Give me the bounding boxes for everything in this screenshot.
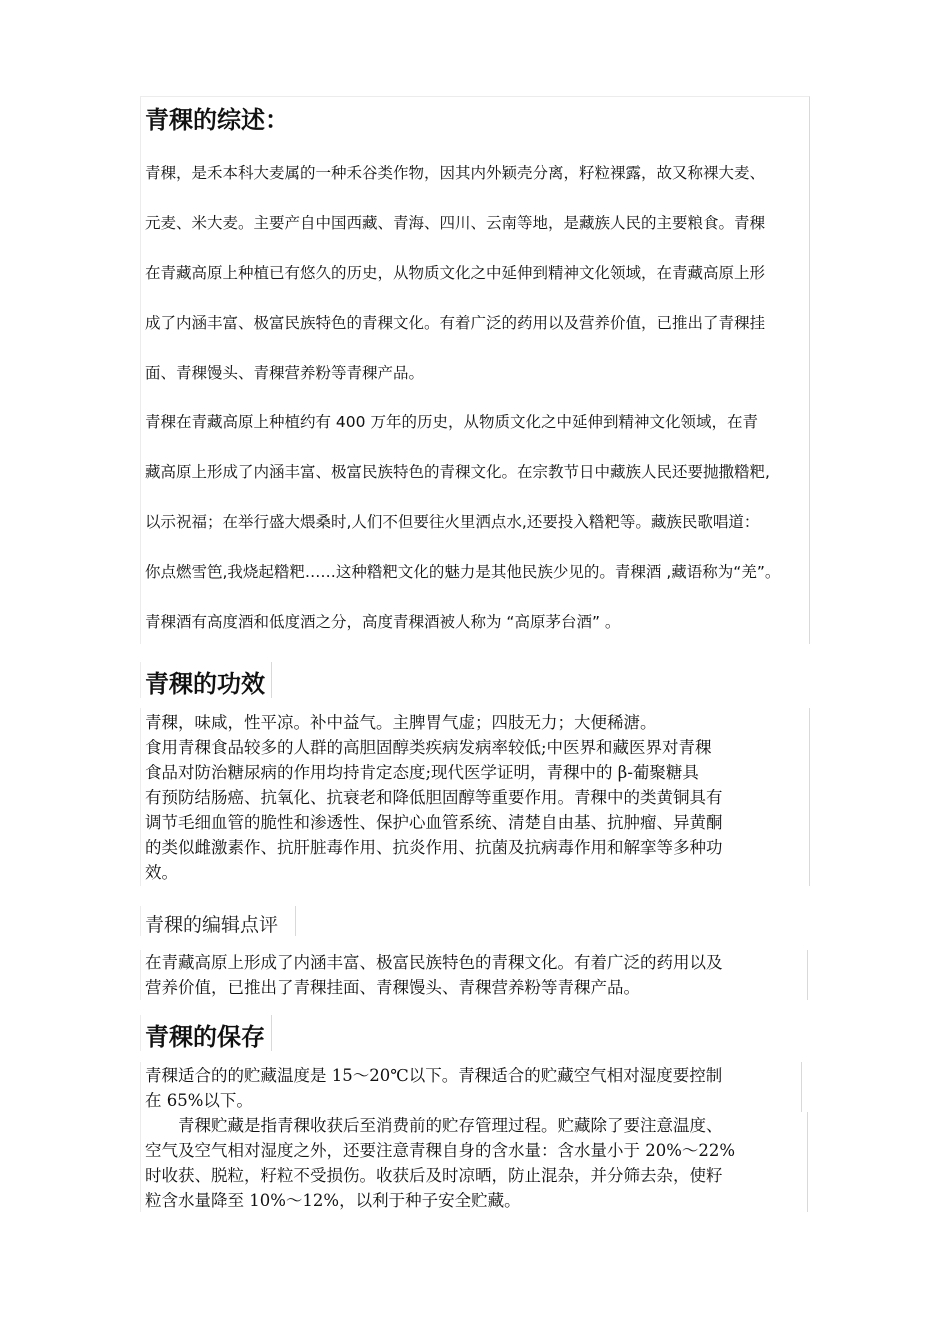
overview-line: 青稞在青藏高原上种植约有 400 万年的历史，从物质文化之中延伸到精神文化领域，在青 [145,413,758,431]
storage-line: 青稞适合的的贮藏温度是 15～20℃以下。青稞适合的贮藏空气相对湿度要控制 [145,1066,723,1085]
overview-line: 在青藏高原上种植已有悠久的历史，从物质文化之中延伸到精神文化领域，在青藏高原上形 [145,264,766,282]
storage-line: 在 65%以下。 [145,1091,253,1110]
storage-line: 粒含水量降至 10%～12%，以利于种子安全贮藏。 [145,1191,521,1210]
overview-line: 元麦、米大麦。主要产自中国西藏、青海、四川、云南等地，是藏族人民的主要粮食。青稞 [145,214,766,232]
efficacy-line: 有预防结肠癌、抗氧化、抗衰老和降低胆固醇等重要作用。青稞中的类黄铜具有 [145,788,723,807]
efficacy-line: 效。 [145,863,178,882]
review-body [145,950,813,1000]
efficacy-line: 的类似雌激素作、抗肝脏毒作用、抗炎作用、抗菌及抗病毒作用和解挛等多种功 [145,838,723,857]
efficacy-line: 食用青稞食品较多的人群的高胆固醇类疾病发病率较低;中医界和藏医界对青稞 [145,738,712,757]
storage-line: 时收获、脱粒，籽粒不受损伤。收获后及时凉晒，防止混杂，并分筛去杂，使籽 [145,1166,723,1185]
review-line: 在青藏高原上形成了内涵丰富、极富民族特色的青稞文化。有着广泛的药用以及 [145,953,723,972]
storage-title: 青稞的保存 [145,1023,265,1051]
overview-line: 青稞，是禾本科大麦属的一种禾谷类作物，因其内外颖壳分离，籽粒裸露，故又称裸大麦、 [145,164,766,182]
overview-line: 以示祝福；在举行盛大煨桑时,人们不但要往火里洒点水,还要投入糌粑等。藏族民歌唱道： [145,513,760,531]
overview-line: 你点燃雪笆,我烧起糌粑……这种糌粑文化的魅力是其他民族少见的。青稞酒 ,藏语称为“羌”。 [145,563,781,581]
storage-body [145,1063,813,1213]
overview-line: 青稞酒有高度酒和低度酒之分，高度青稞酒被人称为 “高原茅台酒” 。 [145,613,621,631]
storage-line: 青稞贮藏是指青稞收获后至消费前的贮存管理过程。贮藏除了要注意温度、 [178,1116,723,1135]
efficacy-line: 青稞，味咸，性平凉。补中益气。主脾胃气虚；四肢无力；大便稀溏。 [145,713,657,732]
efficacy-body [145,710,813,885]
efficacy-line: 调节毛细血管的脆性和渗透性、保护心血管系统、清楚自由基、抗肿瘤、异黄酮 [145,813,723,832]
storage-line: 空气及空气相对湿度之外，还要注意青稞自身的含水量：含水量小于 20%～22% [145,1141,736,1160]
efficacy-title: 青稞的功效 [145,670,265,698]
review-line: 营养价值，已推出了青稞挂面、青稞馒头、青稞营养粉等青稞产品。 [145,978,640,997]
efficacy-line: 食品对防治糖尿病的作用均持肯定态度;现代医学证明，青稞中的 β-葡聚糖具 [145,763,699,782]
overview-line: 成了内涵丰富、极富民族特色的青稞文化。有着广泛的药用以及营养价值，已推出了青稞挂 [145,314,766,332]
overview-title: 青稞的综述： [145,106,289,134]
overview-line: 藏高原上形成了内涵丰富、极富民族特色的青稞文化。在宗教节日中藏族人民还要抛撒糌粑, [145,463,770,481]
review-title: 青稞的编辑点评 [145,914,279,936]
overview-line: 面、青稞馒头、青稞营养粉等青稞产品。 [145,364,425,382]
